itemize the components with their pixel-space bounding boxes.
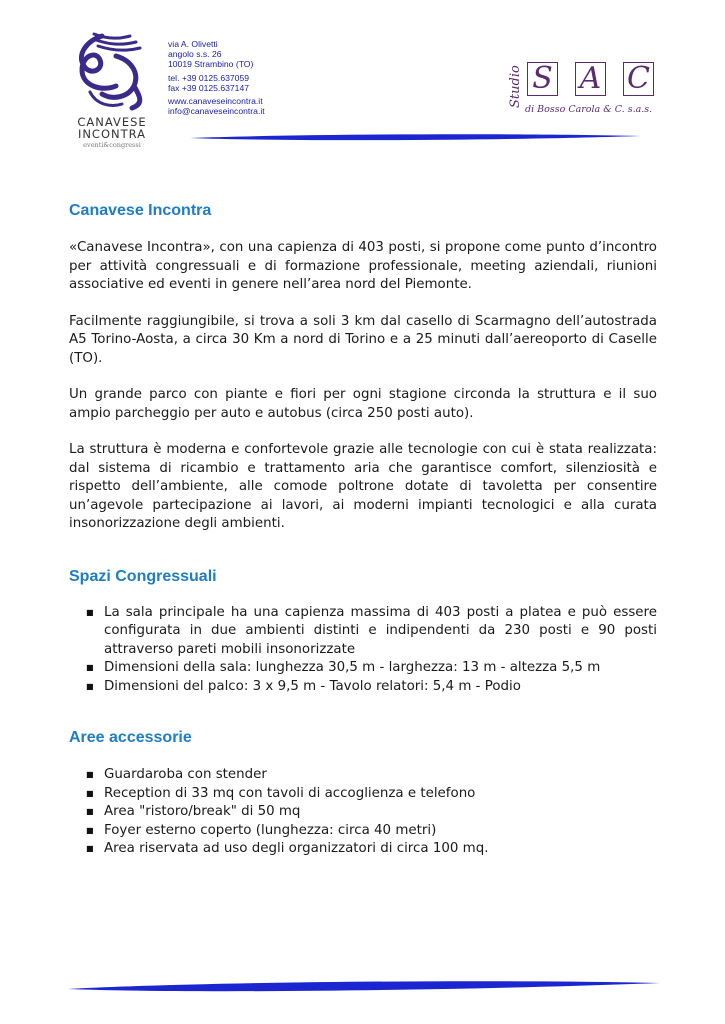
sac-letter-c: C	[623, 62, 654, 96]
paragraph-location: Facilmente raggiungibile, si trova a soli 3 km dal casello di Scarmagno dell’autostrada A5 Torino-Aosta, a circa 30 Km a nord di Torino e a 25 minuti dall’aereoporto di Caselle (TO).	[69, 313, 657, 366]
sac-letter-a: A	[575, 62, 606, 96]
list-item: ■ Area riservata ad uso degli organizzatori di circa 100 mq.	[69, 840, 657, 859]
address-line-1: via A. Olivetti	[168, 39, 218, 49]
sac-letter-s: S	[527, 62, 558, 96]
phone-number: tel. +39 0125.637059	[168, 72, 249, 83]
email-link[interactable]: info@canaveseincontra.it	[168, 106, 265, 117]
section-title-spazi-congressuali: Spazi Congressuali	[69, 567, 217, 585]
aree-list	[69, 766, 657, 859]
list-item: ■ La sala principale ha una capienza massima di 403 posti a platea e può essere configurata in due ambienti distinti e indipendenti da 230 posti e 90 posti attraverso pareti mobili insonorizzate	[69, 604, 657, 660]
paragraph-intro: «Canavese Incontra», con una capienza di 403 posti, si propone come punto d’incontro per attività congressuali e di formazione professionale, meeting aziendali, riunioni associative ed eventi in genere nell’area nord del Piemonte.	[69, 240, 657, 292]
brand-line1: CANAVESE	[77, 115, 147, 129]
contact-block	[168, 39, 265, 116]
paragraph-structure: La struttura è moderna e confortevole grazie alle tecnologie con cui è stata realizzata: dal sistema di ricambio e trattamento aria che garantisce comfort, silenziosità e rispetto dell’ambiente, alle comode poltrone dotate di tavoletta per consentire un’agevole partecipazione ai lavori, ai moderni impianti tecnologici e alla curata insonorizzazione degli ambienti.	[69, 442, 657, 531]
list-item: ■ Dimensioni della sala: lunghezza 30,5 m - larghezza: 13 m - altezza 5,5 m	[69, 659, 657, 678]
canavese-incontra-emblem-icon	[72, 30, 152, 112]
list-item: ■ Dimensioni del palco: 3 x 9,5 m - Tavolo relatori: 5,4 m - Podio	[69, 678, 657, 697]
list-item: ■ Reception di 33 mq con tavoli di accoglienza e telefono	[69, 785, 657, 804]
section-title-canavese-incontra: Canavese Incontra	[69, 202, 212, 219]
studio-subtitle: di Bosso Carola & C. s.a.s.	[525, 104, 653, 115]
address-line-3: 10019 Strambino (TO)	[168, 59, 254, 70]
list-item: ■ Foyer esterno coperto (lunghezza: circa 40 metri)	[69, 822, 657, 841]
studio-sac-logo	[505, 52, 665, 124]
brand-line2: INCONTRA	[77, 127, 147, 141]
section-title-aree-accessorie: Aree accessorie	[69, 729, 192, 746]
svg-text:Studio: Studio	[508, 65, 523, 108]
spazi-list	[69, 604, 657, 697]
document-body	[69, 202, 657, 859]
website-link[interactable]: www.canaveseincontra.it	[168, 96, 263, 107]
list-item: ■ Area "ristoro/break" di 50 mq	[69, 803, 657, 822]
paragraph-park: Un grande parco con piante e fiori per ogni stagione circonda la struttura e il suo ampio parcheggio per auto e autobus (circa 250 posti auto).	[69, 387, 657, 421]
fax-number: fax +39 0125.637147	[168, 82, 249, 93]
list-item: ■ Guardaroba con stender	[69, 766, 657, 785]
address-line-2: angolo s.s. 26	[168, 49, 222, 60]
header-divider-swoosh	[0, 132, 725, 144]
studio-vertical-text	[505, 60, 525, 110]
brand-tagline: eventi&congressi	[83, 141, 141, 149]
footer-divider-swoosh	[0, 976, 725, 996]
